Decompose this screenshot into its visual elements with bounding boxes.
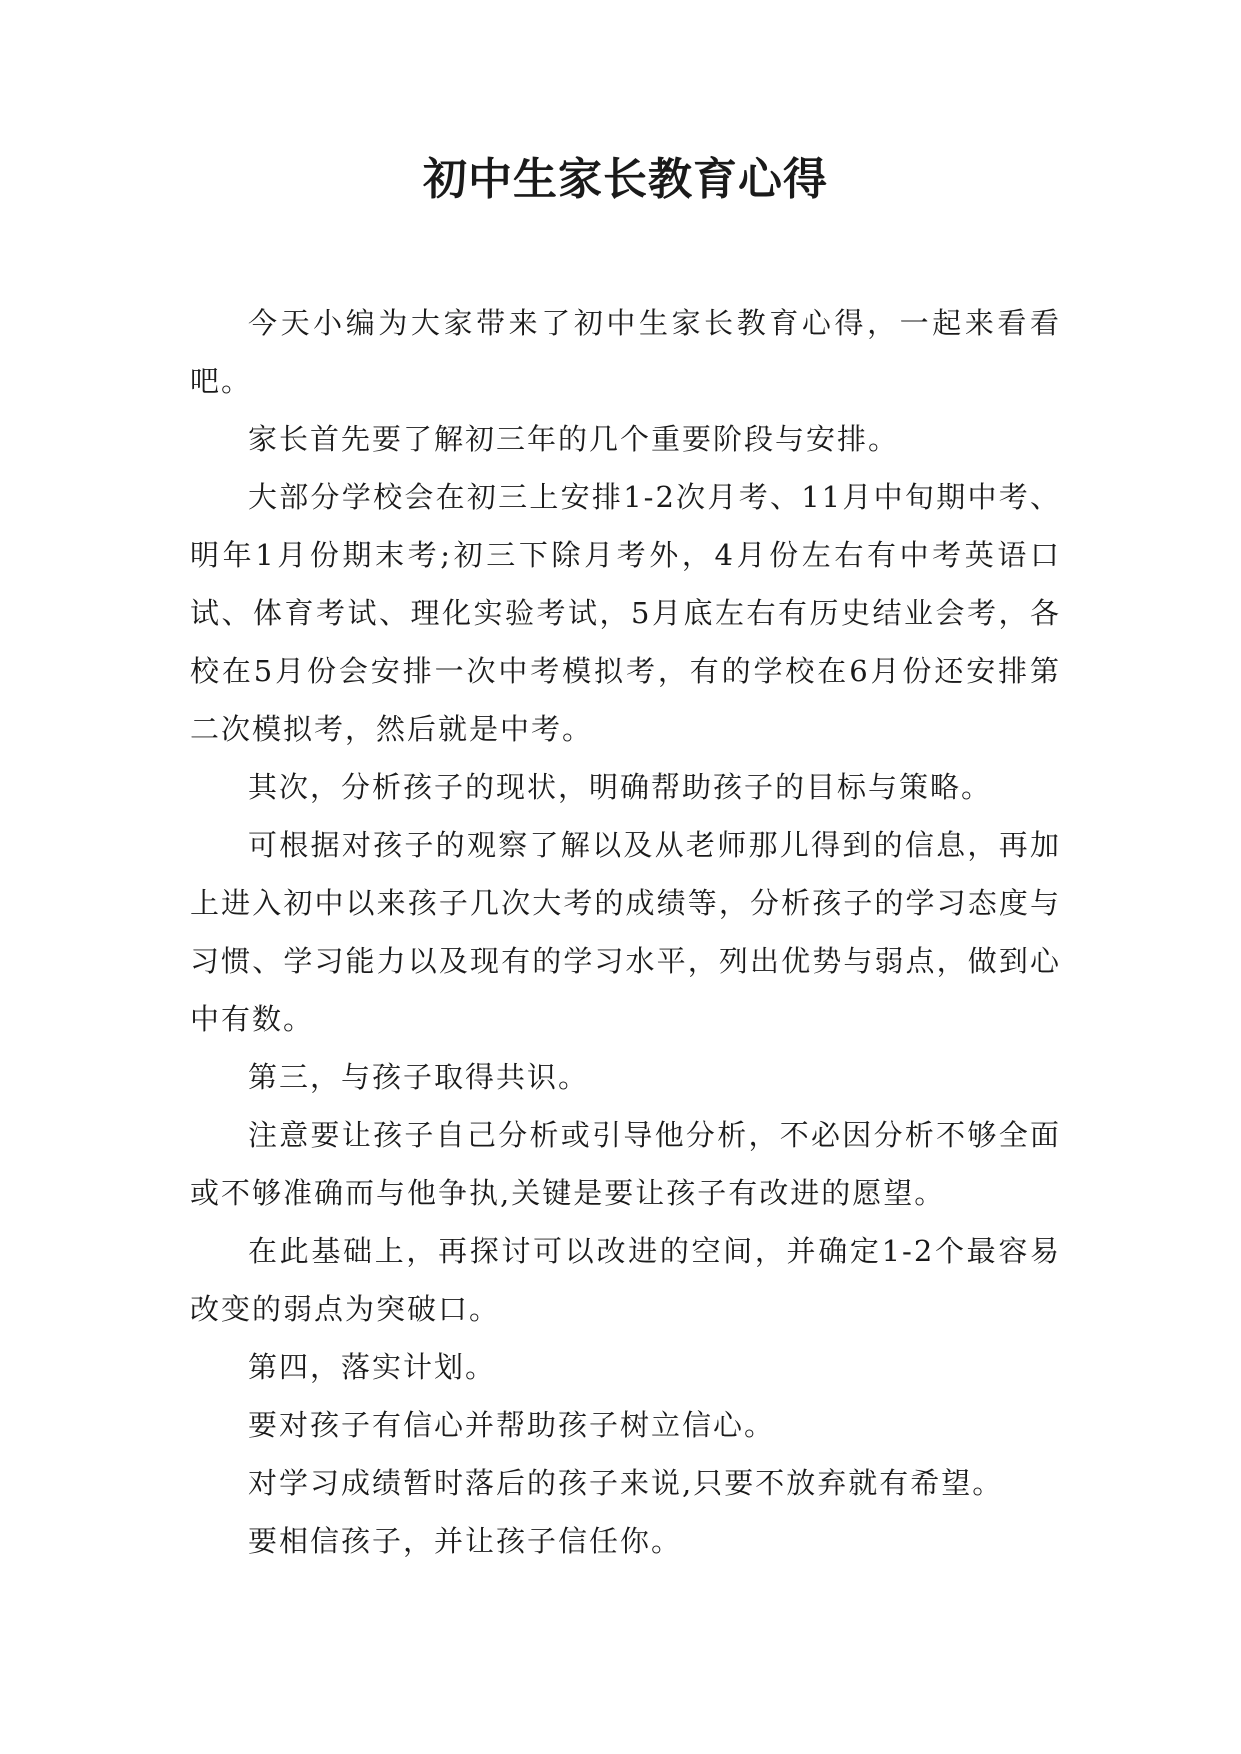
document-body — [190, 294, 1061, 1570]
paragraph: 大部分学校会在初三上安排1-2次月考、11月中旬期中考、明年1月份期末考;初三下除月考外，4月份左右有中考英语口试、体育考试、理化实验考试，5月底左右有历史结业会考，各校在5月份会安排一次中考模拟考，有的学校在6月份还安排第二次模拟考，然后就是中考。 — [190, 480, 1061, 746]
paragraph: 要相信孩子，并让孩子信任你。 — [248, 1524, 683, 1558]
document-title: 初中生家长教育心得 — [423, 154, 828, 205]
paragraph: 家长首先要了解初三年的几个重要阶段与安排。 — [248, 422, 900, 456]
paragraph: 第三，与孩子取得共识。 — [248, 1060, 590, 1094]
paragraph: 可根据对孩子的观察了解以及从老师那儿得到的信息，再加上进入初中以来孩子几次大考的成绩等，分析孩子的学习态度与习惯、学习能力以及现有的学习水平，列出优势与弱点，做到心中有数。 — [190, 828, 1061, 1036]
paragraph: 第四，落实计划。 — [248, 1350, 497, 1384]
paragraph: 注意要让孩子自己分析或引导他分析，不必因分析不够全面或不够准确而与他争执,关键是要让孩子有改进的愿望。 — [190, 1118, 1061, 1210]
paragraph: 今天小编为大家带来了初中生家长教育心得，一起来看看吧。 — [190, 306, 1061, 398]
paragraph: 对学习成绩暂时落后的孩子来说,只要不放弃就有希望。 — [248, 1466, 1004, 1500]
paragraph: 其次，分析孩子的现状，明确帮助孩子的目标与策略。 — [248, 770, 993, 804]
paragraph: 在此基础上，再探讨可以改进的空间，并确定1-2个最容易改变的弱点为突破口。 — [190, 1234, 1061, 1326]
paragraph: 要对孩子有信心并帮助孩子树立信心。 — [248, 1408, 776, 1442]
